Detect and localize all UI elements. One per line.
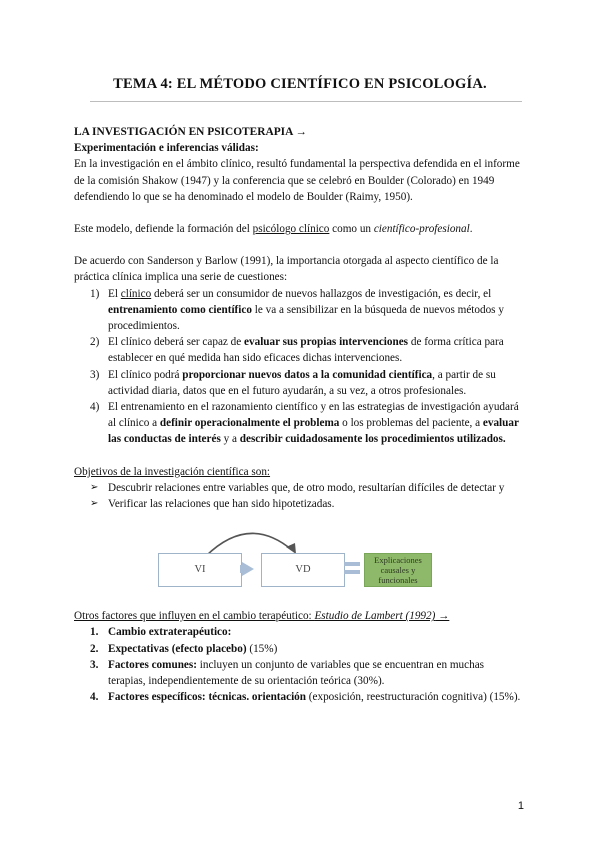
objetivo-text: Descubrir relaciones entre variables que, de otro modo, resultarían difíciles de detectar y [108,481,505,494]
item-text: le va a sensibilizar en la búsqueda de nuevos métodos y procedimientos. [108,303,504,333]
list-item [74,334,524,366]
page-title: TEMA 4: EL MÉTODO CIENTÍFICO EN PSICOLOGÍA. [113,76,487,92]
para2-pre: Este modelo, defiende la formación del [74,223,253,236]
item-underlined: clínico [120,287,152,300]
list-item [74,399,524,448]
vi-vd-diagram [74,512,524,608]
item-bold: entrenamiento como científico [108,303,252,316]
item-text: El entrenamiento en el razonamiento científico y en las estrategias de investigación ayudará al clínico a [108,401,519,430]
arrow-bullet-icon: ➢ [90,481,99,493]
otros-heading-text: Otros factores que influyen en el cambio terapéutico: [74,610,315,623]
list-item-number: 3. [90,658,99,671]
item-text: de forma crítica para establecer en qué medida han sido eficaces dichas intervenciones. [108,336,504,365]
right-arrow-icon [242,562,254,576]
list-item-number: 1. [90,626,99,639]
otros-heading [74,608,524,624]
section-subheading: Experimentación e inferencias válidas: [74,142,259,155]
para2-mid: como un [329,223,374,236]
item-text: El [108,287,121,300]
list-item-number: 3) [90,368,100,381]
list-item [74,496,524,512]
cuestiones-list [74,286,524,448]
list-item [74,367,524,399]
vd-box: VD [261,553,345,587]
arrow-bullet-icon: ➢ [90,498,99,510]
list-item [74,624,524,640]
paragraph-boulder: En la investigación en el ámbito clínico, resultó fundamental la perspectiva defendida en el informe de la comisión Shakow (1947) y la conferencia que se celebró en Boulder (Colorado) en 1949 defendiendo lo que se ha denominado el modelo de Boulder (Raimy, 1950). [74,158,520,203]
item-text: El clínico deberá ser capaz de [108,336,245,349]
paragraph-modelo [74,221,524,237]
factor-bold: Factores específicos: técnicas. orientación [108,691,306,704]
section-heading: LA INVESTIGACIÓN EN PSICOTERAPIA → [74,126,307,138]
factor-bold: Cambio extraterapéutico: [108,626,232,639]
item-bold: evaluar sus propias intervenciones [244,336,409,349]
item-text: o los problemas del paciente, a [339,417,483,430]
page-number: 1 [517,800,524,812]
item-text: , a partir de su actividad diaria, datos que en el futuro ayudarán, a su vez, a otros profesionales. [108,368,496,397]
item-bold: describir cuidadosamente los procedimientos utilizados. [239,433,506,446]
otros-heading-italic: Estudio de Lambert (1992) [314,610,436,623]
factor-bold: Expectativas (efecto placebo) [108,642,247,655]
item-text: El clínico podrá [108,368,183,381]
factor-text: (15%) [246,642,278,655]
equals-icon [344,559,360,579]
list-item-number: 2. [90,642,99,655]
objetivos-list [74,480,524,512]
objetivos-heading: Objetivos de la investigación científica son: [74,465,271,478]
list-item [74,286,524,335]
list-item-number: 4) [90,401,100,414]
item-bold: evaluar las conductas de interés [108,417,519,446]
explicaciones-box: Explicaciones causales y funcionales [364,553,432,587]
list-item-number: 1) [90,287,100,300]
para2-italic: científico-profesional [373,223,470,236]
objetivo-text: Verificar las relaciones que han sido hipotetizadas. [108,498,335,511]
item-bold: proporcionar nuevos datos a la comunidad científica [182,368,433,381]
item-text: y a [220,433,240,446]
factor-text: incluyen un conjunto de variables que se encuentran en muchas terapias, independientemente de su orientación teórica (30%). [108,658,485,688]
para2-post: . [469,223,473,236]
list-item-number: 4. [90,691,99,704]
item-bold: definir operacionalmente el problema [159,417,340,430]
factor-text: (exposición, reestructuración cognitiva) (15%). [306,691,521,704]
list-item-number: 2) [90,336,100,349]
item-text: deberá ser un consumidor de nuevos hallazgos de investigación, es decir, el [151,287,492,300]
list-item [74,641,524,657]
factores-list [74,624,524,705]
vi-box: VI [158,553,242,587]
paragraph-sanderson: De acuerdo con Sanderson y Barlow (1991), la importancia otorgada al aspecto científico de la práctica clínica implica una serie de cuestiones: [74,255,499,284]
para2-underlined: psicólogo clínico [252,223,330,236]
otros-heading-arrow: → [435,610,450,623]
list-item [74,689,524,705]
list-item [74,657,524,689]
list-item [74,480,524,496]
factor-bold: Factores comunes: [108,658,197,671]
title-divider [90,101,522,102]
document-body [74,124,524,705]
